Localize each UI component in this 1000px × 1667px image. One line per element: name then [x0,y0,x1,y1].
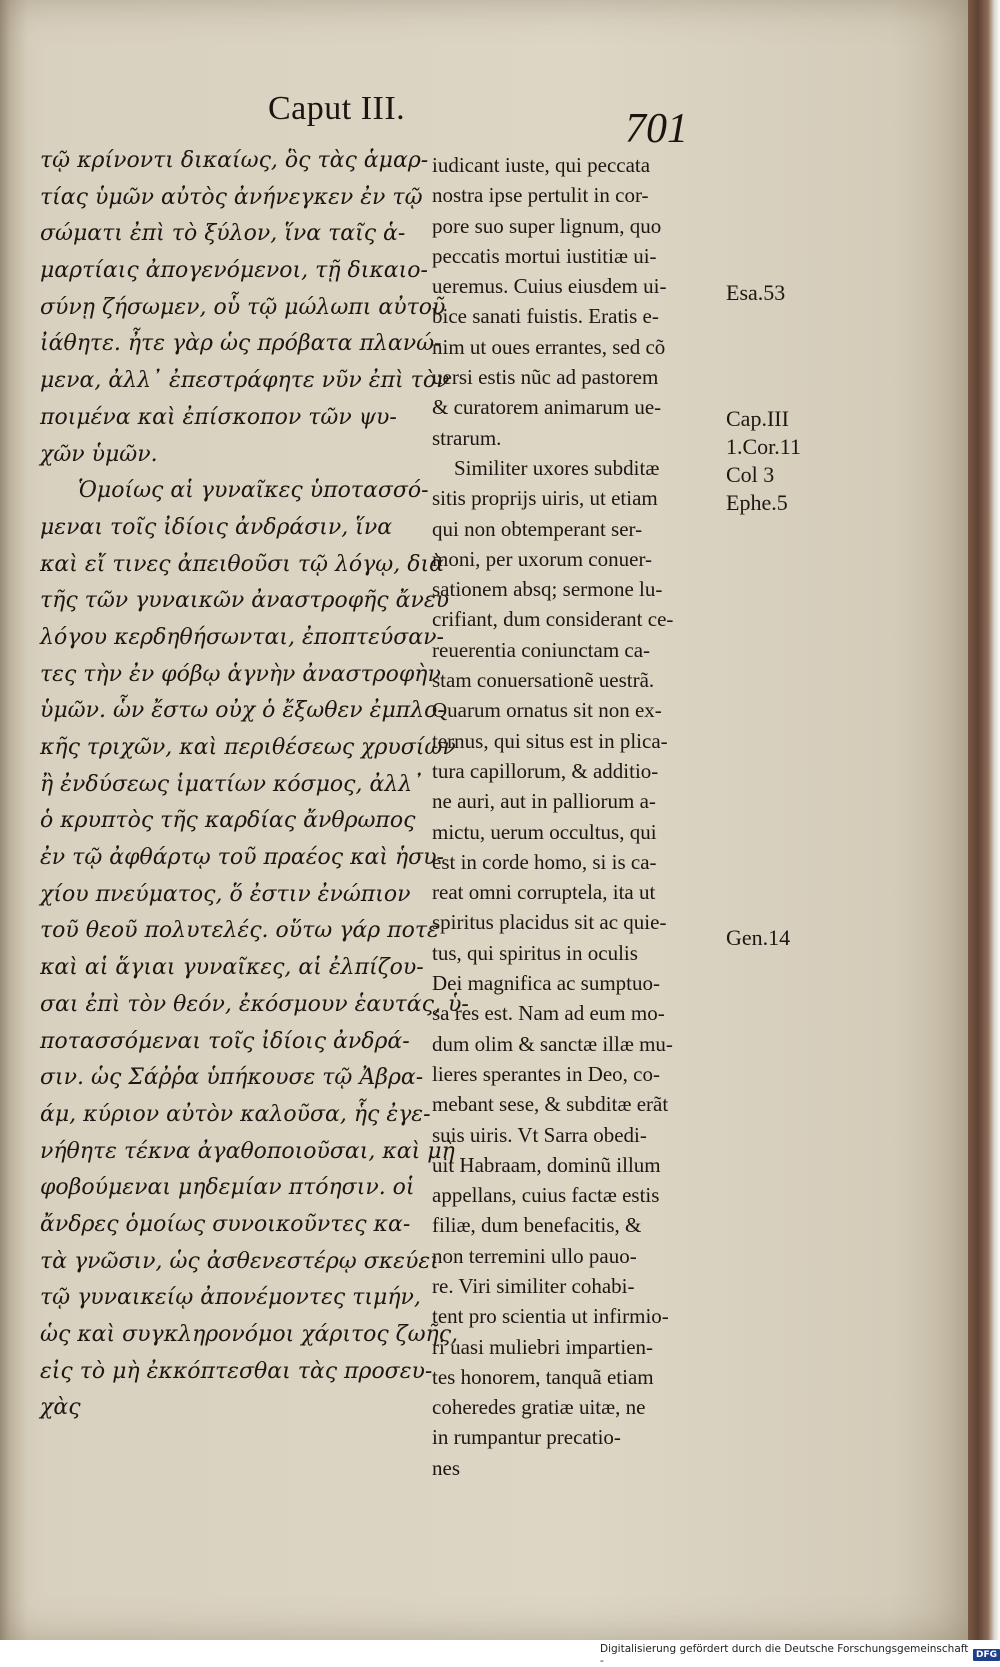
margin-note: 1.Cor.11 [726,434,801,459]
text-line: Similiter uxores subditæ [454,455,660,480]
text-line: Dei magnifica ac sumptuo- [432,971,661,996]
text-line: χίου πνεύματος, ὅ ἐστιν ἐνώπιον [40,881,411,907]
text-line: lieres sperantes in Deo, co- [432,1061,660,1086]
text-line: reat omni corruptela, ita ut [432,880,656,905]
margin-note: Ephe.5 [726,490,788,515]
text-line: χῶν ὑμῶν. [40,441,158,467]
text-line: ποιμένα καὶ ἐπίσκοπον τῶν ψυ- [40,404,397,430]
text-line: moni, per uxorum conuer- [432,546,653,571]
text-line: nim ut oues errantes, sed cõ [432,334,666,359]
text-line: sa res est. Nam ad eum mo- [432,1001,665,1026]
text-line: Quarum ornatus sit non ex- [432,698,662,723]
text-line: σιν. ὡς Σάῤῥα ὑπήκουσε τῷ Ἀβρα- [40,1065,424,1091]
text-line: άμ, κύριον αὐτὸν καλοῦσα, ἧς ἐγε- [40,1101,431,1127]
text-line: κῆς τριχῶν, καὶ περιθέσεως χρυσίων [40,735,456,760]
text-line: τῆς τῶν γυναικῶν ἀναστροφῆς ἄνευ [40,588,450,614]
text-line: καὶ εἴ τινες ἀπειθοῦσι τῷ λόγῳ, διὰ [40,551,444,577]
text-line: ternus, qui situs est in plica- [432,728,668,753]
text-line: nes [432,1455,460,1480]
text-line: εἰς τὸ μὴ ἐκκόπτεσθαι τὰς προσευ- [40,1358,433,1384]
text-line: ri uasi muliebri impartien- [432,1334,654,1359]
text-line: uersi estis nũc ad pastorem [432,365,659,390]
text-line: iudicant iuste, qui peccata [432,153,651,177]
text-line: peccatis mortui iustitiæ ui- [432,243,657,268]
text-line: tus, qui spiritus in oculis [432,940,638,965]
text-line: χὰς [40,1395,81,1421]
text-line: ἐν τῷ ἀφθάρτῳ τοῦ πραέος καὶ ἡσυ- [40,845,444,871]
text-line: σώματι ἐπὶ τὸ ξύλον, ἵνα ταῖς ἁ- [40,221,406,247]
text-line: τῷ κρίνοντι δικαίως, ὃς τὰς ἁμαρ- [40,148,429,173]
text-line: bice sanati fuistis. Eratis e- [432,304,659,329]
text-line: suis uiris. Vt Sarra obedi- [432,1122,647,1147]
text-line: λόγου κερδηθήσωνται, ἐποπτεύσαν- [40,624,444,650]
text-line: est in corde homo, si is ca- [432,849,657,874]
margin-note: Cap.III [726,406,789,431]
text-line: ἄνδρες ὁμοίως συνοικοῦντες κα- [40,1211,411,1237]
text-line: νήθητε τέκνα ἀγαθοποιοῦσαι, καὶ μὴ [40,1138,455,1164]
text-line: τῷ γυναικείῳ ἀπονέμοντες τιμήν, [40,1285,421,1311]
text-line: pore suo super lignum, quo [432,213,662,238]
text-line: μενα, ἀλλ᾽ ἐπεστράφητε νῦν ἐπὶ τὸν [40,368,450,394]
text-line: τὰ γνῶσιν, ὡς ἀσθενεστέρῳ σκεύει [40,1248,439,1274]
text-line: μαρτίαις ἀπογενόμενοι, τῇ δικαιο- [40,258,428,284]
page-edge [968,0,1000,1640]
text-line: mebant sese, & subditæ erãt [432,1092,669,1117]
text-line: μεναι τοῖς ἰδίοις ἀνδράσιν, ἵνα [40,514,393,540]
text-line: ὡς καὶ συγκληρονόμοι χάριτος ζωῆς, [40,1322,459,1347]
margin-note: Gen.14 [726,925,791,950]
text-line: re. Viri similiter cohabi- [432,1273,635,1298]
text-line: ὑμῶν. ὧν ἔστω οὐχ ὁ ἔξωθεν ἐμπλο- [40,698,445,724]
text-line: non terremini ullo pauo- [432,1243,637,1268]
text-line: σύνῃ ζήσωμεν, οὗ τῷ μώλωπι αὐτοῦ [40,294,446,320]
text-line: φοβούμεναι μηδεμίαν πτόησιν. οἱ [40,1175,415,1201]
dfg-logo: DFG [973,1649,1000,1661]
text-line: tent pro scientia ut infirmio- [432,1304,669,1329]
text-line: sationem absq; sermone lu- [432,577,663,602]
text-line: ἢ ἐνδύσεως ἱματίων κόσμος, ἀλλ᾽ [40,771,424,797]
text-line: mictu, uerum occultus, qui [432,819,657,844]
text-line: ποτασσόμεναι τοῖς ἰδίοις ἀνδρά- [40,1028,410,1054]
text-line: dum olim & sanctæ illæ mu- [432,1031,673,1056]
text-line: tura capillorum, & additio- [432,758,659,783]
text-line: Ὁμοίως αἱ γυναῖκες ὑποτασσό- [78,478,429,504]
page-header-title: Caput III. [268,90,406,127]
text-line: sitis proprijs uiris, ut etiam [432,486,658,511]
text-line: in rumpantur precatio- [432,1425,621,1450]
text-line: appellans, cuius factæ estis [432,1183,660,1208]
text-line: ne auri, aut in palliorum a- [432,789,656,814]
text-line: τίας ὑμῶν αὐτὸς ἀνήνεγκεν ἐν τῷ [40,184,423,210]
text-line: uit Habraam, dominũ illum [432,1152,661,1177]
text-line: strarum. [432,425,502,450]
text-line: filiæ, dum benefacitis, & [432,1213,642,1238]
text-line: qui non obtemperant ser- [432,516,643,541]
text-line: spiritus placidus sit ac quie- [432,910,667,935]
page-number: 701 [625,106,688,152]
text-line: coheredes gratiæ uitæ, ne [432,1395,646,1420]
text-line: σαι ἐπὶ τὸν θεόν, ἐκόσμουν ἑαυτάς, ὑ- [40,991,469,1017]
text-line: nostra ipse pertulit in cor- [432,183,649,208]
digitization-credit [600,1643,1000,1667]
margin-note: Col 3 [726,462,775,487]
latin-text-column [432,150,727,1483]
text-line: ὁ κρυπτὸς τῆς καρδίας ἄνθρωπος [40,808,416,834]
margin-note: Esa.53 [726,280,786,305]
text-line: ἰάθητε. ἦτε γὰρ ὡς πρόβατα πλανώ- [40,331,442,357]
text-line: & curatorem animarum ue- [432,395,662,420]
text-line: crifiant, dum considerant ce- [432,607,674,632]
credit-text: Digitalisierung gefördert durch die Deutsche Forschungsgemeinschaft - [600,1643,969,1667]
text-line: reuerentia coniunctam ca- [432,637,651,662]
text-line: τες τὴν ἐν φόβῳ ἁγνὴν ἀναστροφὴν [40,661,441,687]
text-line: stam conuersationẽ uestrã. [432,668,655,693]
text-line: ueremus. Cuius eiusdem ui- [432,274,667,299]
text-line: τοῦ θεοῦ πολυτελές. οὕτω γάρ ποτε [40,918,439,944]
text-line: καὶ αἱ ἅγιαι γυναῖκες, αἱ ἐλπίζου- [40,955,424,981]
text-line: tes honorem, tanquã etiam [432,1364,654,1389]
